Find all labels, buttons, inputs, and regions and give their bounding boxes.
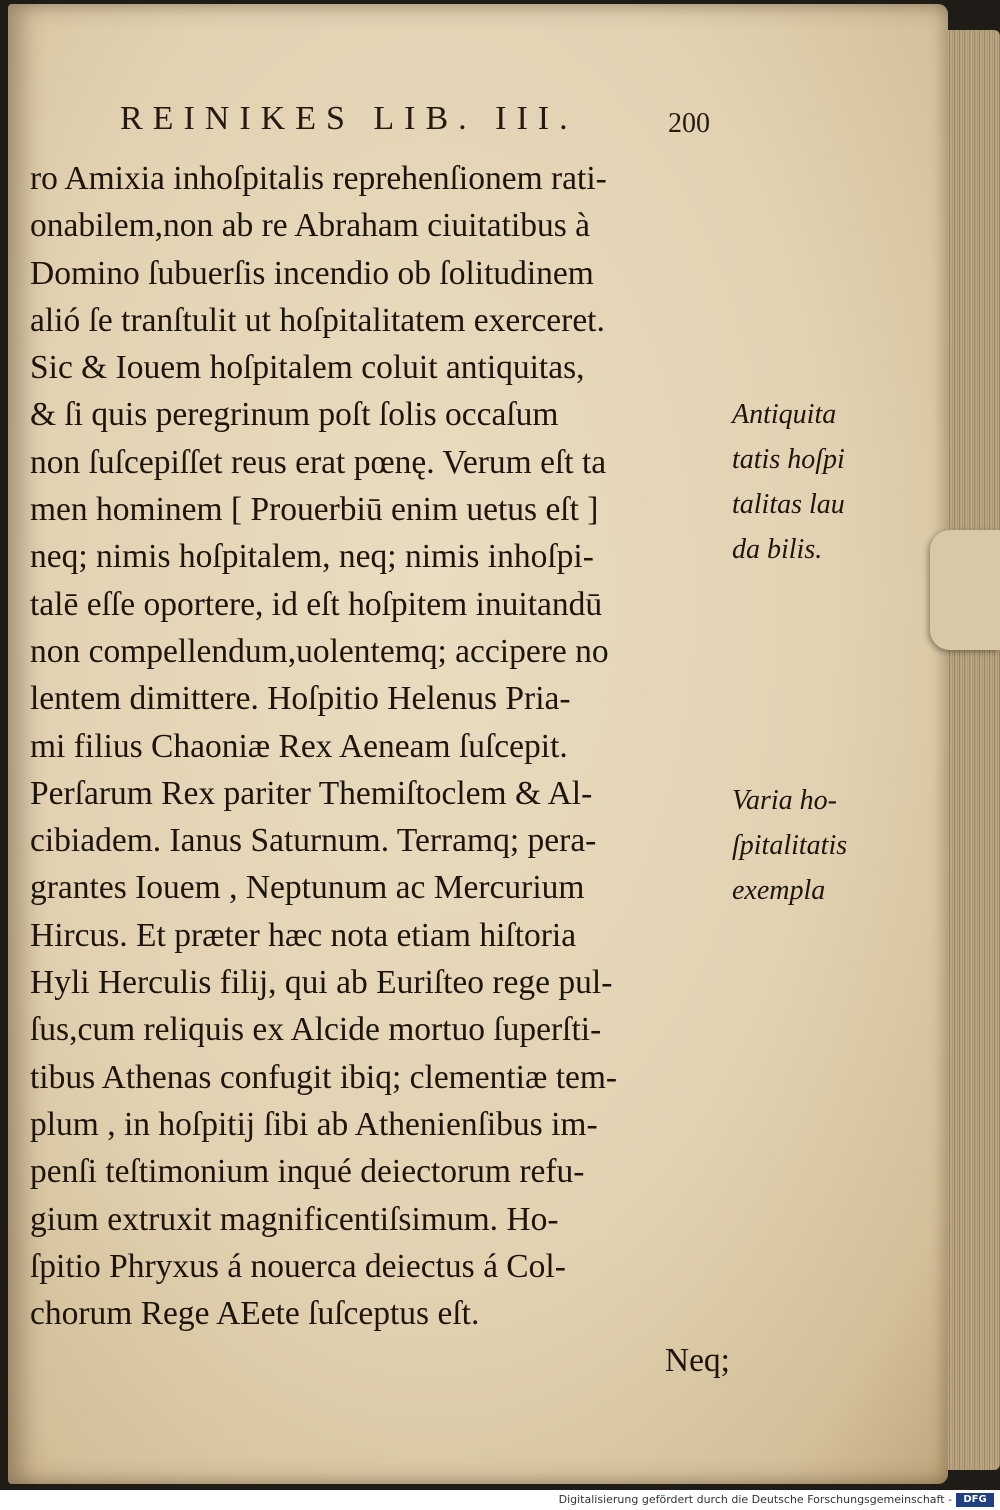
text-line: & ſi quis peregrinum poſt ſolis occaſum	[30, 396, 559, 434]
text-line: Perſarum Rex pariter Themiſtoclem & Al-	[30, 774, 593, 812]
text-line: lentem dimittere. Hoſpitio Helenus Pria-	[30, 680, 571, 718]
marginal-note-hospitality-praise	[732, 392, 845, 572]
running-head: REINIKES LIB. III.	[120, 100, 578, 137]
text-line: alió ſe tranſtulit ut hoſpitalitatem exerceret.	[30, 301, 605, 339]
marginal-line: tatis hoſpi	[732, 444, 845, 475]
marginal-line: exempla	[732, 875, 826, 906]
page-edges	[944, 30, 1000, 1470]
page-number: 200	[668, 108, 710, 139]
text-line: onabilem,non ab re Abraham ciuitatibus à	[30, 207, 591, 245]
text-line: men hominem [ Prouerbiū enim uetus eſt ]	[30, 491, 599, 529]
body-text	[30, 155, 730, 1385]
text-line: gium extruxit magnificentiſsimum. Ho-	[30, 1200, 559, 1238]
text-line: plum , in hoſpitij ſibi ab Athenienſibus im-	[30, 1105, 598, 1143]
text-line: Hircus. Et præter hæc nota etiam hiſtoria	[30, 916, 577, 954]
text-line: talē eſſe oportere, id eſt hoſpitem inuitandū	[30, 585, 603, 623]
text-line: Domino ſubuerſis incendio ob ſolitudinem	[30, 254, 594, 292]
marginal-line: Varia ho-	[732, 785, 837, 816]
marginal-line: da bilis.	[732, 534, 823, 565]
text-line: penſi teſtimonium inqué deiectorum refu-	[30, 1153, 585, 1191]
page-header	[120, 100, 710, 144]
text-line: tibus Athenas confugit ibiq; clementiæ tem-	[30, 1058, 618, 1096]
dfg-logo: DFG	[956, 1493, 994, 1507]
marginal-note-hospitality-examples	[732, 778, 847, 913]
text-line: ſpitio Phryxus á nouerca deiectus á Col-	[30, 1247, 566, 1285]
text-line: Hyli Herculis filij, qui ab Euriſteo rege pul-	[30, 964, 613, 1002]
catchword: Neq;	[664, 1342, 730, 1380]
text-line: ro Amixia inhoſpitalis reprehenſionem rati-	[30, 160, 607, 197]
text-line: ſus,cum reliquis ex Alcide mortuo ſuperſti-	[30, 1011, 602, 1049]
footer-bar	[0, 1490, 1000, 1510]
funding-credit: Digitalisierung gefördert durch die Deutsche Forschungsgemeinschaft -	[558, 1493, 952, 1506]
text-line: non compellendum,uolentemq; accipere no	[30, 632, 609, 670]
text-line: non ſuſcepiſſet reus erat pœnę. Verum eſt ta	[30, 443, 607, 481]
text-line: mi filius Chaoniæ Rex Aeneam ſuſcepit.	[30, 727, 568, 765]
text-line: Sic & Iouem hoſpitalem coluit antiquitas,	[30, 349, 585, 387]
text-line: cibiadem. Ianus Saturnum. Terramq; pera-	[30, 822, 597, 860]
marginal-line: ſpitalitatis	[732, 830, 848, 861]
marginal-line: talitas lau	[732, 489, 845, 520]
text-line: grantes Iouem , Neptunum ac Mercurium	[30, 869, 585, 907]
text-line: chorum Rege AEete ſuſceptus eſt.	[30, 1295, 480, 1333]
marginal-line: Antiquita	[732, 399, 837, 430]
bookmark-ribbon	[930, 530, 1000, 650]
text-line: neq; nimis hoſpitalem, neq; nimis inhoſpi-	[30, 538, 594, 576]
